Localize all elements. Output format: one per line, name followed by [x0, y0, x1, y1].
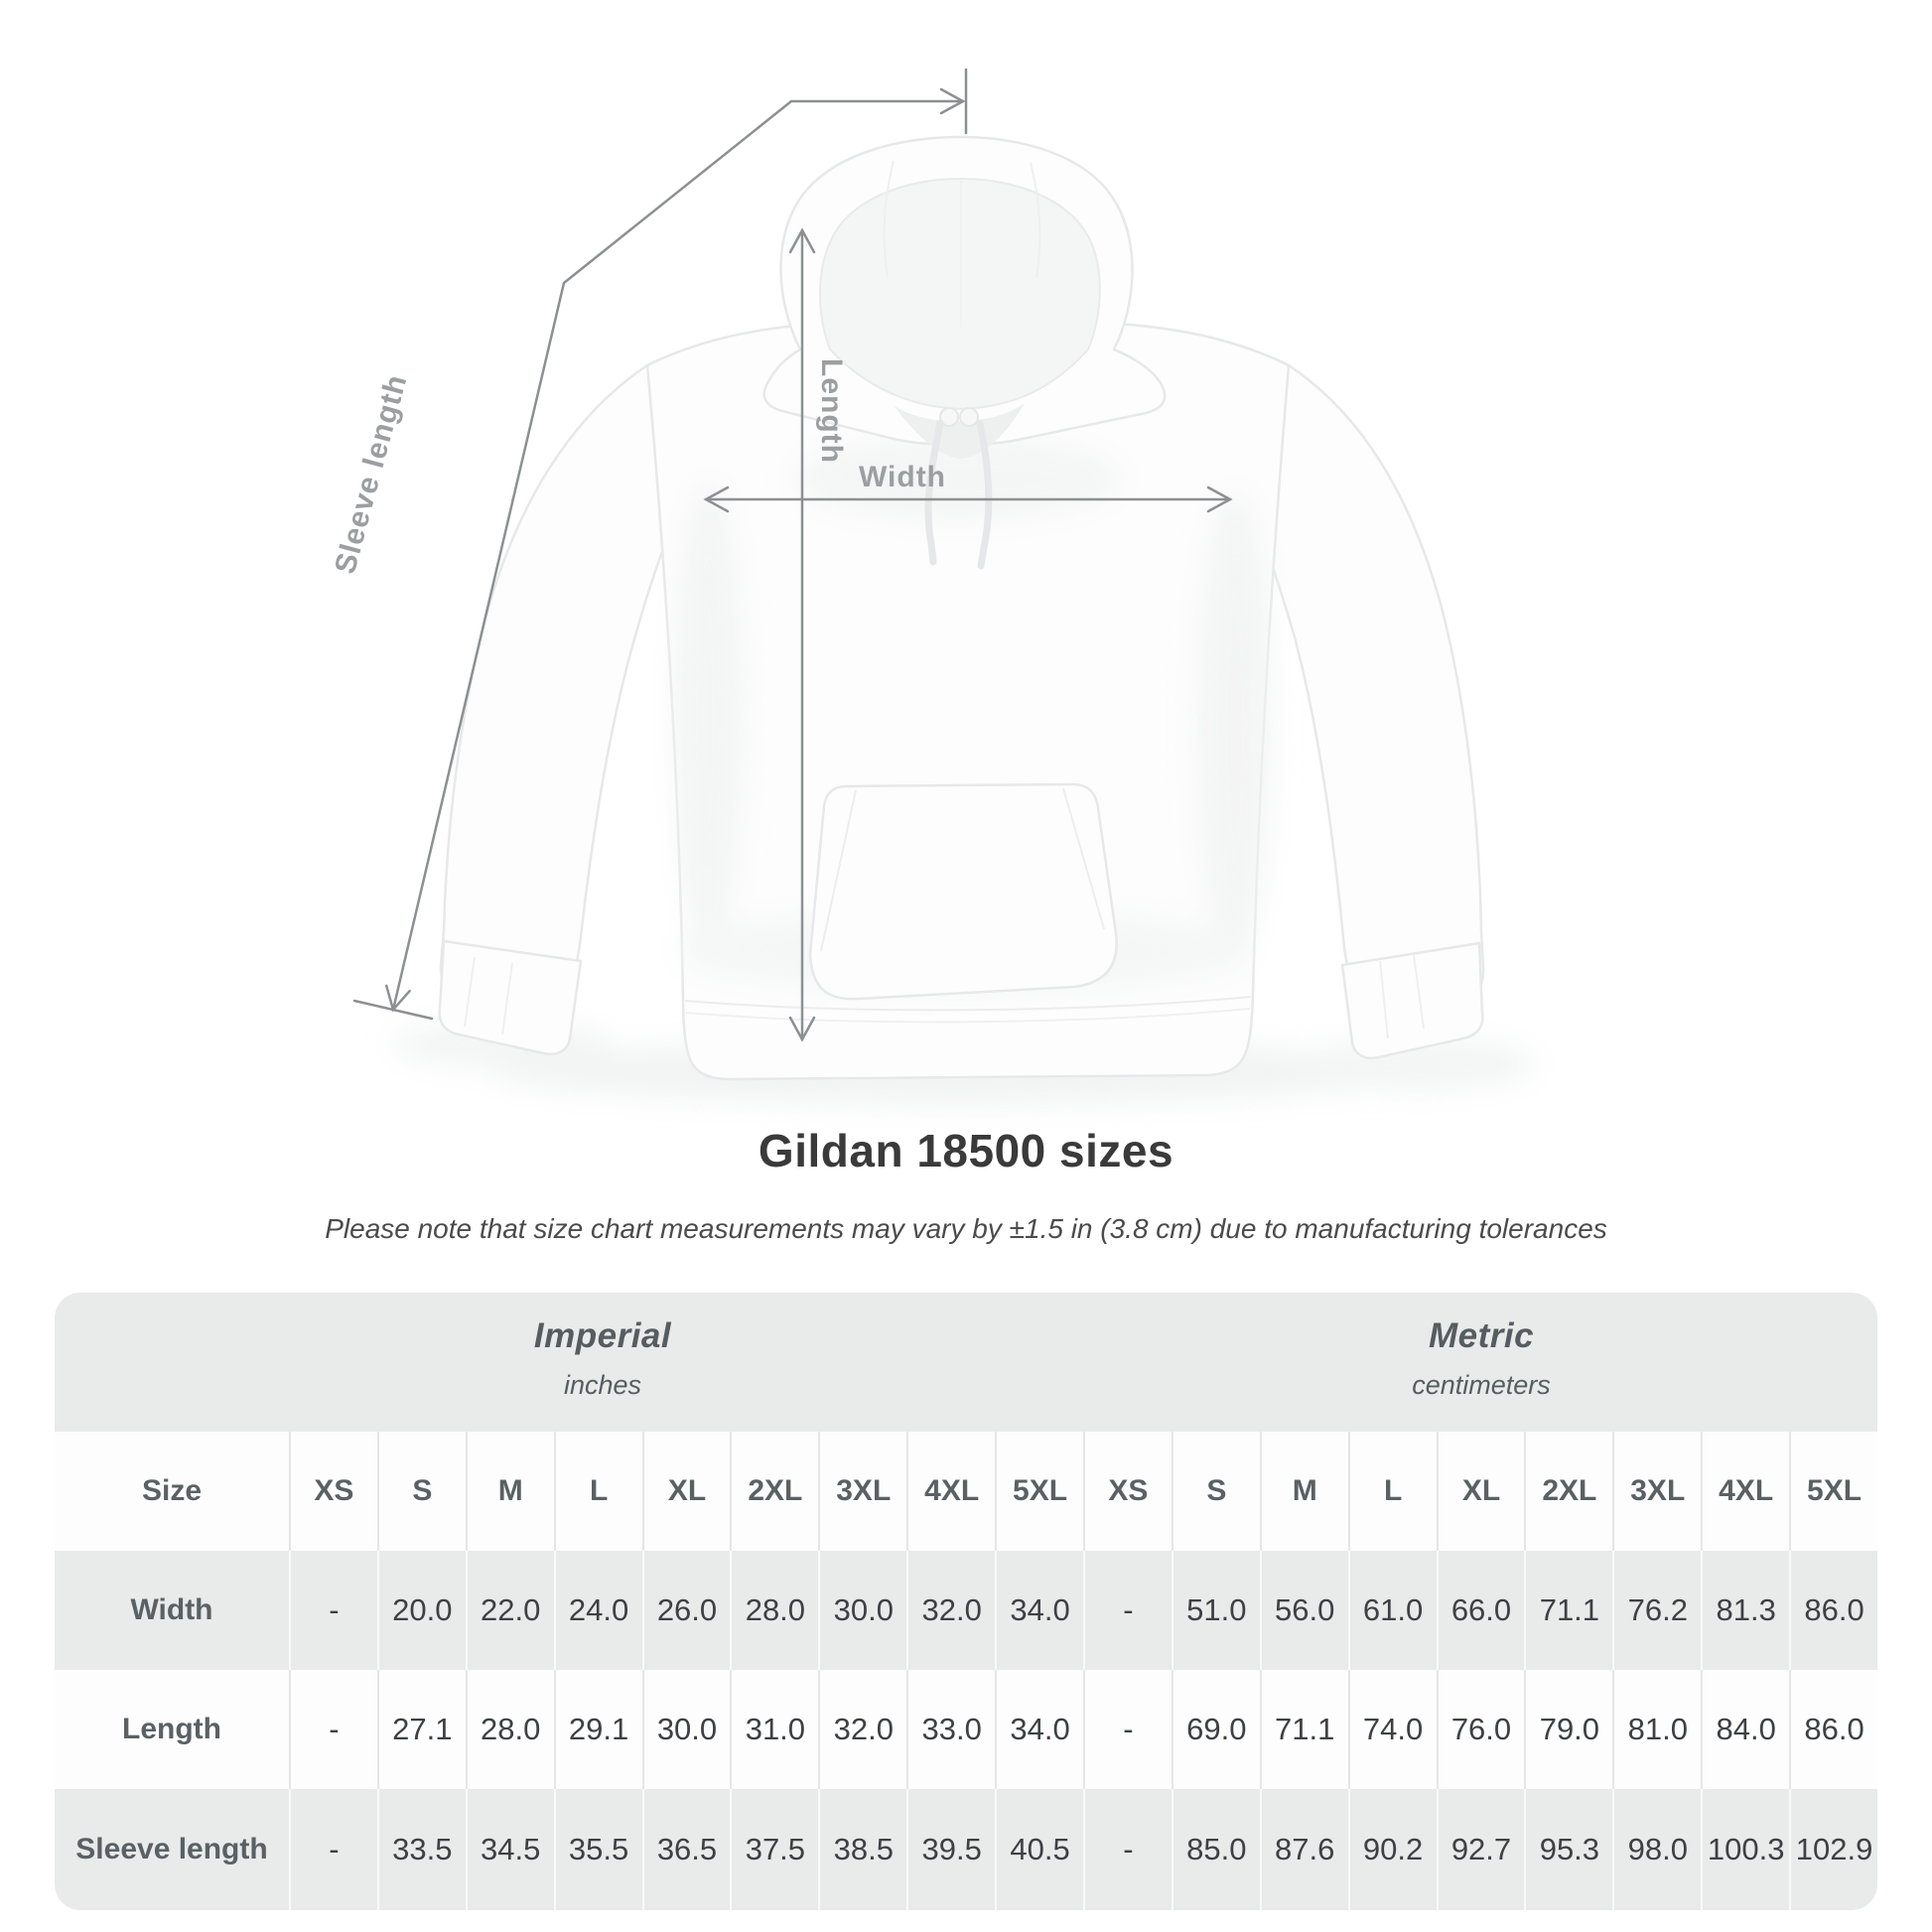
value-cell: 35.5: [554, 1789, 642, 1910]
size-col-header: 2XL: [730, 1432, 818, 1551]
value-cell: 92.7: [1437, 1789, 1525, 1910]
size-col-header: XS: [289, 1432, 377, 1551]
size-corner-label: Size: [141, 1474, 203, 1507]
tolerance-note: Please note that size chart measurements may vary by ±1.5 in (3.8 cm) due to manufacturing tolerances: [325, 1213, 1607, 1244]
size-col-header: 4XL: [1701, 1432, 1789, 1551]
value-cell: -: [1083, 1551, 1172, 1670]
value-cell: 71.1: [1260, 1670, 1348, 1789]
value-cell: 56.0: [1260, 1551, 1348, 1670]
value-cell: 102.9: [1789, 1789, 1877, 1910]
value-cell: 84.0: [1701, 1670, 1789, 1789]
value-cell: 27.1: [377, 1670, 466, 1789]
value-cell: 74.0: [1348, 1670, 1437, 1789]
width-label: Width: [858, 461, 947, 493]
size-col-header: XL: [1437, 1432, 1525, 1551]
unit-group-metric: [1412, 1293, 1551, 1401]
row-label: Width: [130, 1593, 213, 1626]
table-row-length: [55, 1670, 1877, 1789]
value-cell: 76.0: [1437, 1670, 1525, 1789]
value-cell: 31.0: [730, 1670, 818, 1789]
value-cell: 71.1: [1524, 1551, 1612, 1670]
page-title: Gildan 18500 sizes: [758, 1125, 1174, 1176]
size-col-header: XS: [1083, 1432, 1172, 1551]
value-cell: 29.1: [554, 1670, 642, 1789]
value-cell: 98.0: [1612, 1789, 1701, 1910]
value-cell: 61.0: [1348, 1551, 1437, 1670]
table-row-sleeve-length: [55, 1789, 1877, 1910]
value-cell: -: [1083, 1670, 1172, 1789]
value-cell: 38.5: [818, 1789, 906, 1910]
value-cell: 85.0: [1172, 1789, 1260, 1910]
size-col-header: M: [466, 1432, 554, 1551]
metric-unit: centimeters: [1412, 1370, 1551, 1400]
value-cell: 28.0: [466, 1670, 554, 1789]
value-cell: -: [289, 1551, 377, 1670]
value-cell: 40.5: [995, 1789, 1083, 1910]
value-cell: 30.0: [818, 1551, 906, 1670]
value-cell: 81.0: [1612, 1670, 1701, 1789]
value-cell: 26.0: [642, 1551, 731, 1670]
size-col-header: 3XL: [1612, 1432, 1701, 1551]
value-cell: 87.6: [1260, 1789, 1348, 1910]
size-col-header: 3XL: [818, 1432, 906, 1551]
value-cell: 34.0: [995, 1670, 1083, 1789]
size-col-header: S: [1172, 1432, 1260, 1551]
value-cell: 32.0: [906, 1551, 995, 1670]
value-cell: 24.0: [554, 1551, 642, 1670]
value-cell: 33.5: [377, 1789, 466, 1910]
value-cell: -: [289, 1789, 377, 1910]
value-cell: 30.0: [642, 1670, 731, 1789]
size-col-header: L: [554, 1432, 642, 1551]
value-cell: 76.2: [1612, 1551, 1701, 1670]
value-cell: 100.3: [1701, 1789, 1789, 1910]
size-col-header: S: [377, 1432, 466, 1551]
value-cell: 81.3: [1701, 1551, 1789, 1670]
value-cell: 66.0: [1437, 1551, 1525, 1670]
size-col-header: XL: [642, 1432, 731, 1551]
table-row-width: [55, 1551, 1877, 1670]
value-cell: 51.0: [1172, 1551, 1260, 1670]
value-cell: 36.5: [642, 1789, 731, 1910]
value-cell: 22.0: [466, 1551, 554, 1670]
value-cell: 90.2: [1348, 1789, 1437, 1910]
imperial-unit: inches: [563, 1370, 642, 1400]
unit-header: [55, 1293, 1877, 1432]
length-label: Length: [815, 358, 848, 464]
hood-opening: [820, 179, 1100, 409]
imperial-heading: Imperial: [533, 1316, 672, 1355]
size-col-header: 5XL: [995, 1432, 1083, 1551]
value-cell: 34.0: [995, 1551, 1083, 1670]
value-cell: 95.3: [1524, 1789, 1612, 1910]
size-header-row: [55, 1432, 1877, 1551]
sleeve-length-label: Sleeve length: [329, 370, 414, 578]
unit-group-imperial: [534, 1293, 671, 1401]
row-label: Sleeve length: [75, 1833, 268, 1865]
value-cell: 28.0: [730, 1551, 818, 1670]
size-col-header: 2XL: [1524, 1432, 1612, 1551]
size-col-header: 4XL: [906, 1432, 995, 1551]
value-cell: 39.5: [906, 1789, 995, 1910]
size-col-header: L: [1348, 1432, 1437, 1551]
value-cell: 86.0: [1789, 1551, 1877, 1670]
value-cell: 33.0: [906, 1670, 995, 1789]
value-cell: 20.0: [377, 1551, 466, 1670]
size-col-header: 5XL: [1789, 1432, 1877, 1551]
size-col-header: M: [1260, 1432, 1348, 1551]
value-cell: -: [1083, 1789, 1172, 1910]
metric-heading: Metric: [1428, 1316, 1535, 1355]
value-cell: -: [289, 1670, 377, 1789]
value-cell: 34.5: [466, 1789, 554, 1910]
value-cell: 79.0: [1524, 1670, 1612, 1789]
value-cell: 32.0: [818, 1670, 906, 1789]
value-cell: 86.0: [1789, 1670, 1877, 1789]
size-table: [55, 1293, 1877, 1910]
value-cell: 37.5: [730, 1789, 818, 1910]
value-cell: 69.0: [1172, 1670, 1260, 1789]
row-label: Length: [122, 1713, 221, 1745]
